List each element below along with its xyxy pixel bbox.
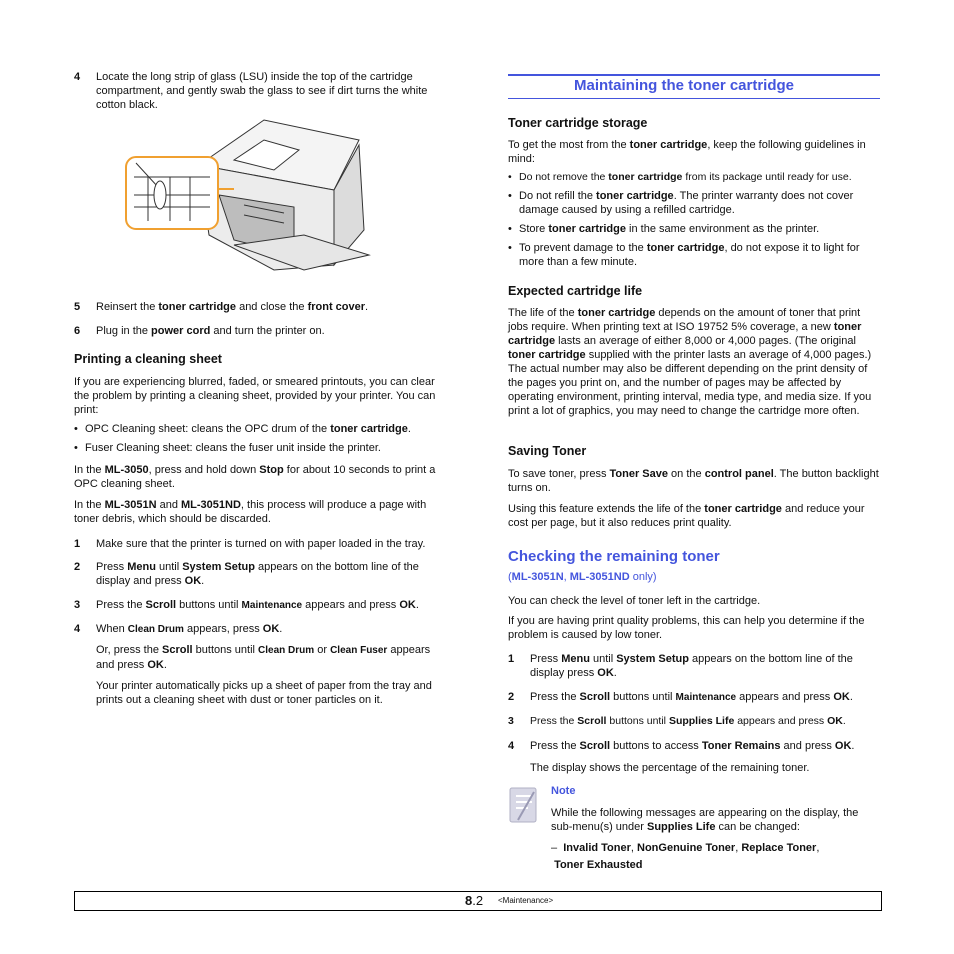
title-rule-bottom — [508, 98, 880, 99]
note-items: – Invalid Toner, NonGenuine Toner, Replace Toner, Toner Exhausted — [551, 842, 820, 871]
bullet-opc: • OPC Cleaning sheet: cleans the OPC drum of the toner cartridge. — [74, 423, 411, 435]
saving-text-2: Using this feature extends the life of the toner cartridge and reduce your cost per page, but it also reduces print quality. — [508, 503, 865, 529]
step-number: 6 — [74, 325, 81, 337]
saving-heading: Saving Toner — [508, 444, 587, 458]
printer-illustration — [124, 115, 374, 285]
step-text: Plug in the power cord and turn the printer on. — [96, 325, 325, 337]
check-intro-2: If you are having print quality problems, this can help you determine if the problem is caused by low toner. — [508, 615, 865, 641]
clean-step-1: 1 Make sure that the printer is turned on with paper loaded in the tray. — [74, 538, 426, 550]
ml3051-text: In the ML-3051N and ML-3051ND, this process will produce a page with toner debris, which should be discarded. — [74, 499, 427, 525]
life-text: The life of the toner cartridge depends on the amount of toner that print jobs require. When printing text at ISO 19752 5% coverage, a new toner cartridge lasts an average of either 8,000 or 4,000 pages. (The original toner cartridge supplied with the printer lasts an average of 4,000 pages.) The actual number may also be different depending on the print density of the pages you print on, and the number of pages may be affected by operating environment, printing interval, media type, and media size. If you print a lot of graphics, you may need to change the cartridge more often. — [508, 307, 872, 417]
check-step-4: 4 Press the Scroll buttons to access Toner Remains and press OK. — [508, 740, 855, 752]
clean-step-2: 2 Press Menu until System Setup appears on the bottom line of the display and press OK. — [74, 561, 419, 587]
section-title: Maintaining the toner cartridge — [574, 77, 795, 94]
storage-intro: To get the most from the toner cartridge, keep the following guidelines in mind: — [508, 139, 866, 165]
step-text: Locate the long strip of glass (LSU) inside the top of the cartridge compartment, and gently swab the glass to see if dirt turns the white cotton black. — [96, 71, 428, 111]
life-heading: Expected cartridge life — [508, 284, 643, 298]
clean-step-3: 3 Press the Scroll buttons until Maintenance appears and press OK. — [74, 599, 419, 611]
check-title: Checking the remaining toner — [508, 548, 720, 565]
clean-step-4-auto: Your printer automatically picks up a sheet of paper from the tray and prints out a cleaning sheet with dust or toner particles on it. — [96, 680, 432, 706]
step-4-lsu — [74, 70, 446, 112]
note-text: While the following messages are appearing on the display, the sub-menu(s) under Supplies Life can be changed: — [551, 807, 859, 833]
step-6 — [74, 324, 446, 338]
step-5 — [74, 300, 446, 314]
note-label: Note — [551, 785, 576, 797]
note-icon — [508, 786, 540, 826]
storage-bullet-1: • Do not remove the toner cartridge from its package until ready for use. — [508, 171, 852, 183]
clean-step-4: 4 When Clean Drum appears, press OK. — [74, 623, 283, 635]
step-number: 4 — [74, 71, 81, 83]
step-text: Reinsert the toner cartridge and close the front cover. — [96, 301, 369, 313]
page-footer — [74, 891, 882, 911]
title-rule-top — [508, 74, 880, 76]
check-step-4-display: The display shows the percentage of the remaining toner. — [530, 762, 810, 774]
footer-section: <Maintenance> — [498, 896, 554, 905]
page-number: 8.2 — [465, 893, 484, 908]
saving-text-1: To save toner, press Toner Save on the control panel. The button backlight turns on. — [508, 468, 879, 494]
storage-bullet-2: • Do not refill the toner cartridge. The printer warranty does not cover damage caused by using a refilled cartridge. — [508, 190, 854, 216]
clean-step-4-or: Or, press the Scroll buttons until Clean Drum or Clean Fuser appears and press OK. — [96, 644, 431, 671]
bullet-fuser: • Fuser Cleaning sheet: cleans the fuser unit inside the printer. — [74, 442, 381, 454]
cleaning-intro: If you are experiencing blurred, faded, or smeared printouts, you can clear the problem by printing a cleaning sheet, provided by your printer. You can print: — [74, 376, 436, 416]
storage-bullet-4: • To prevent damage to the toner cartridge, do not expose it to light for more than a few minute. — [508, 242, 860, 268]
check-intro: You can check the level of toner left in the cartridge. — [508, 595, 761, 607]
check-step-1: 1 Press Menu until System Setup appears on the bottom line of the display press OK. — [508, 653, 853, 679]
check-step-2: 2 Press the Scroll buttons until Maintenance appears and press OK. — [508, 691, 853, 703]
storage-heading: Toner cartridge storage — [508, 116, 648, 130]
cleaning-heading: Printing a cleaning sheet — [74, 352, 222, 366]
step-number: 5 — [74, 301, 81, 313]
ml3050-text: In the ML-3050, press and hold down Stop for about 10 seconds to print a OPC cleaning sheet. — [74, 464, 436, 490]
check-step-3: 3 Press the Scroll buttons until Supplies Life appears and press OK. — [508, 715, 846, 727]
storage-bullet-3: • Store toner cartridge in the same environment as the printer. — [508, 223, 820, 235]
check-subtitle: (ML-3051N, ML-3051ND only) — [508, 571, 657, 583]
